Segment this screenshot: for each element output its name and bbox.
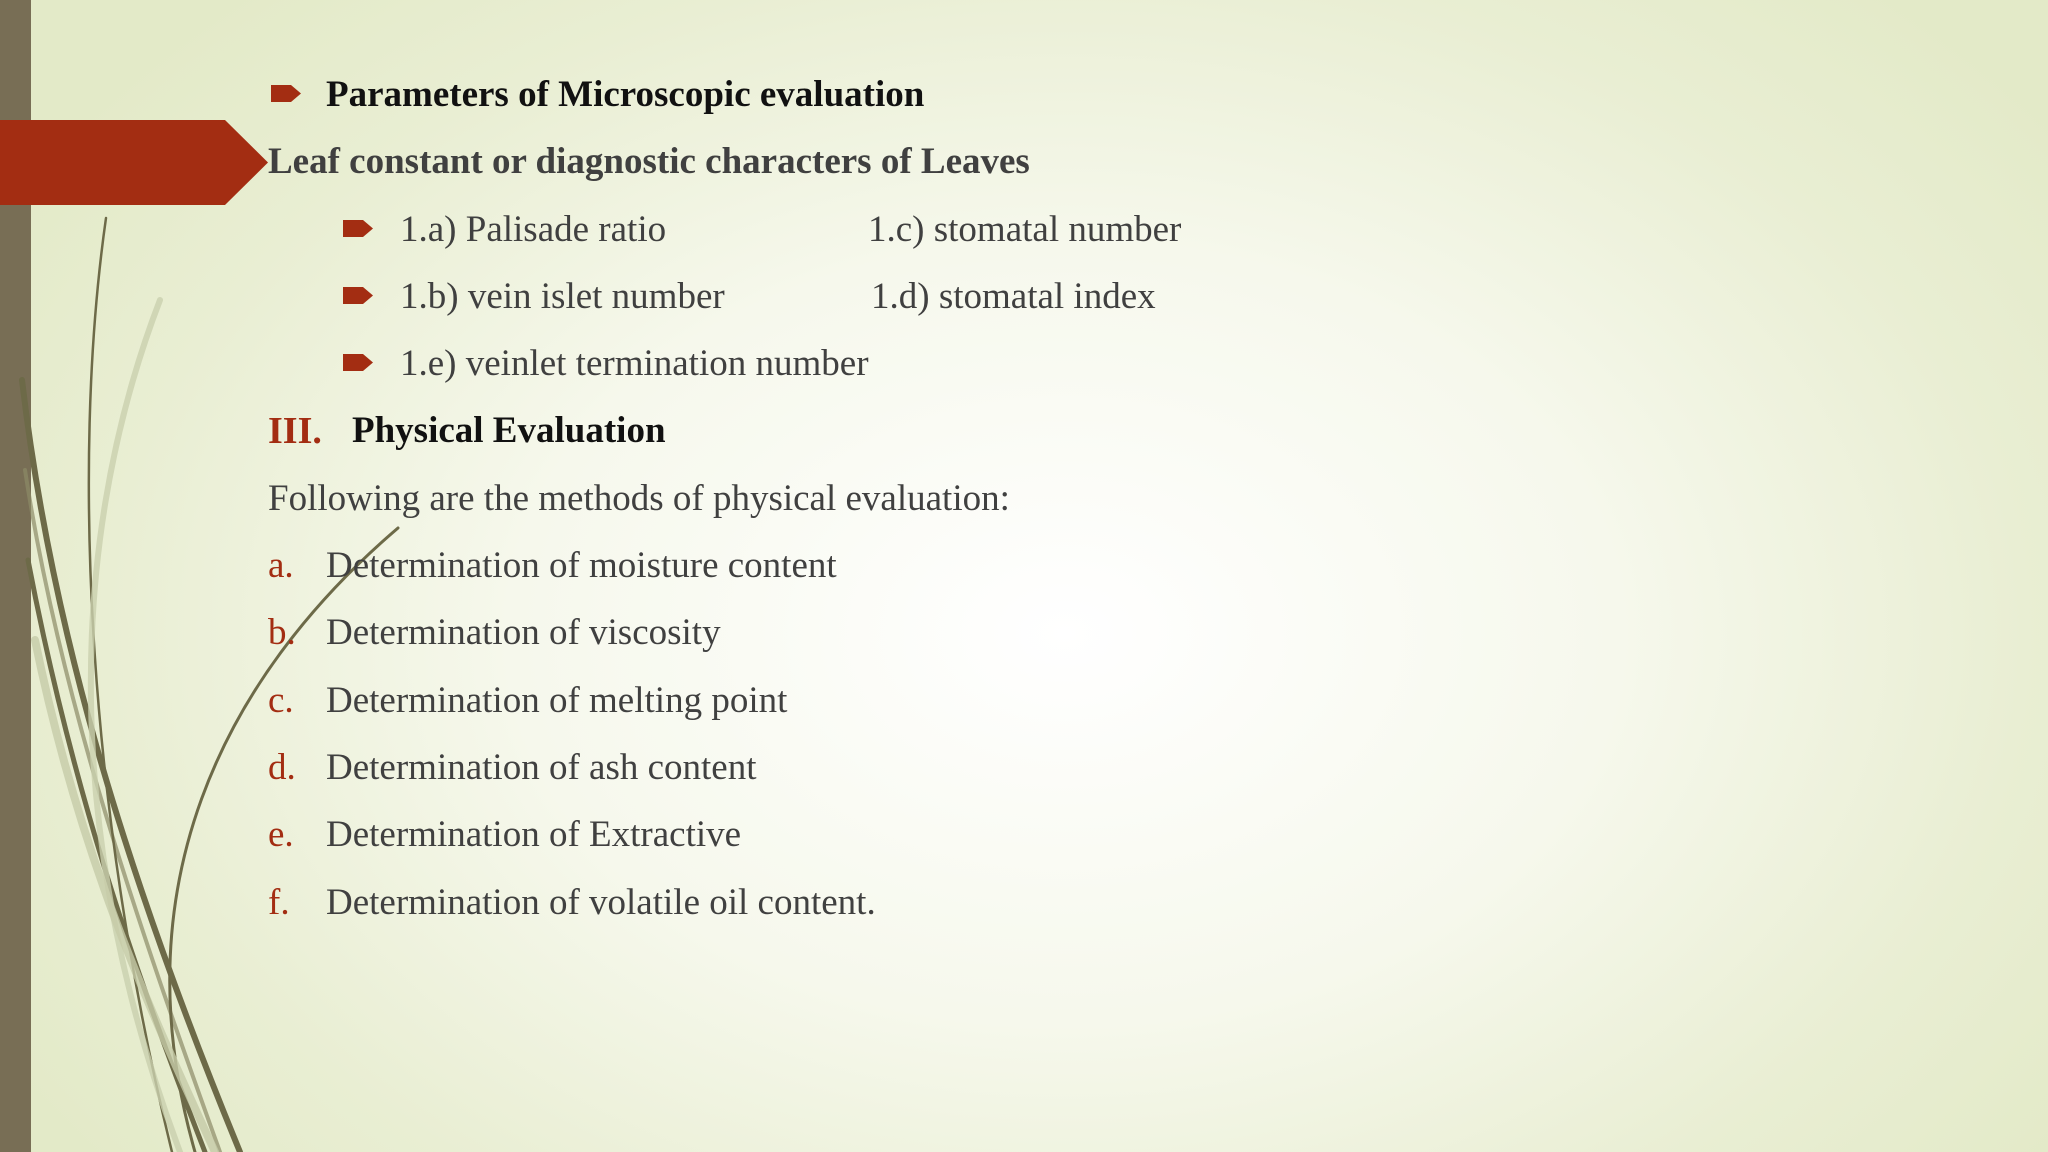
arrow-bullet-icon: [343, 354, 373, 371]
arrow-bullet-icon: [343, 220, 373, 237]
intro-text: Following are the methods of physical evaluation:: [268, 478, 1010, 519]
leaf-item-stomatal-number: 1.c) stomatal number: [868, 209, 1182, 250]
list-item-extractive: Determination of Extractive: [326, 814, 742, 855]
leaf-item-veinlet-termination: 1.e) veinlet termination number: [400, 343, 869, 384]
section-numeral: III.: [268, 410, 322, 452]
title-tab-shape: [0, 120, 268, 205]
list-item-marker: b.: [268, 612, 296, 653]
list-item-melting-point: Determination of melting point: [326, 680, 788, 721]
list-item-marker: f.: [268, 882, 290, 923]
section-title: Physical Evaluation: [352, 410, 666, 451]
list-item-viscosity: Determination of viscosity: [326, 612, 721, 653]
list-item-marker: a.: [268, 545, 294, 586]
list-item-marker: d.: [268, 747, 296, 788]
list-item-volatile-oil: Determination of volatile oil content.: [326, 882, 876, 923]
arrow-bullet-icon: [271, 85, 301, 102]
list-item-ash-content: Determination of ash content: [326, 747, 757, 788]
leaf-item-vein-islet-number: 1.b) vein islet number: [400, 276, 725, 317]
list-item-marker: e.: [268, 814, 294, 855]
slide-heading: Parameters of Microscopic evaluation: [326, 74, 925, 115]
slide-subheading: Leaf constant or diagnostic characters of Leaves: [268, 141, 1030, 182]
list-item-marker: c.: [268, 680, 294, 721]
arrow-bullet-icon: [343, 287, 373, 304]
leaf-item-palisade-ratio: 1.a) Palisade ratio: [400, 209, 667, 250]
list-item-moisture-content: Determination of moisture content: [326, 545, 837, 586]
leaf-item-stomatal-index: 1.d) stomatal index: [871, 276, 1156, 317]
